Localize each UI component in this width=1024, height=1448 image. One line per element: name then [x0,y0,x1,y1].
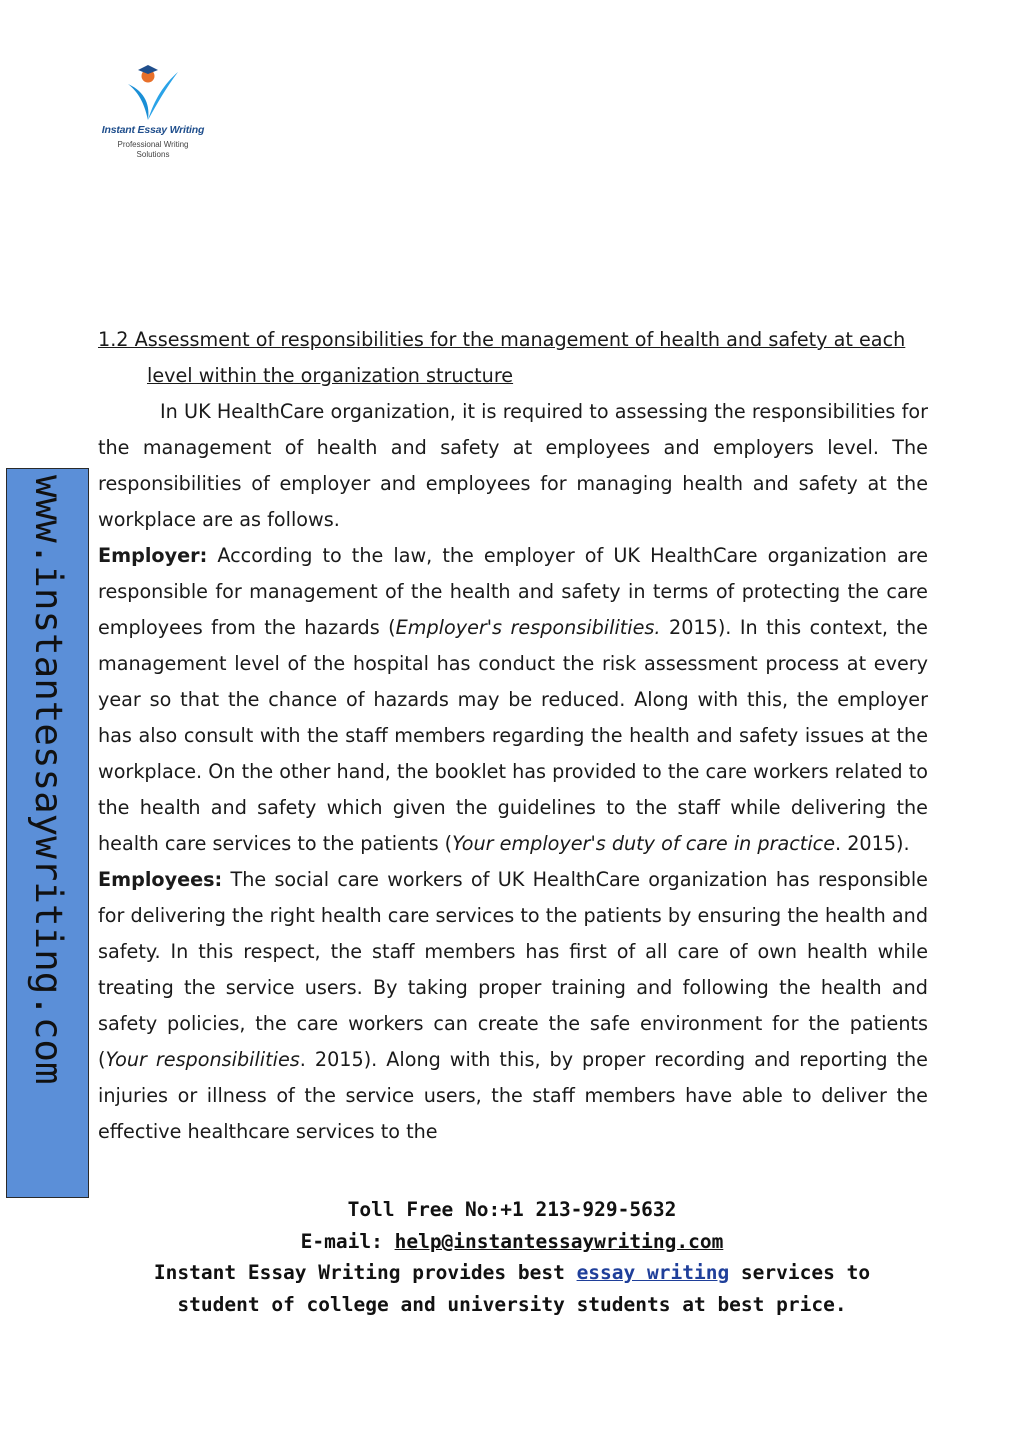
document-body [98,322,928,1150]
employer-citation-1: Employer's responsibilities. [395,616,661,639]
side-website-banner[interactable] [6,468,89,1198]
promo-line-2: student of college and university students at best price. [177,1292,847,1316]
company-logo [98,62,208,172]
employees-citation-1: Your responsibilities [105,1048,300,1071]
contact-footer [0,1194,1024,1320]
employees-text-1: The social care workers of UK HealthCare organization has responsible for delivering the right health care services to the patients by ensuring the health and safety. In this respect, the staff members has first of all care of own health while treating the service users. By taking proper training and following the health and safety policies, the care workers can create the safe environment for the patients ( [98,868,928,1071]
toll-free-number: Toll Free No:+1 213-929-5632 [347,1198,677,1221]
logo-tagline: Professional Writing Solutions [117,140,189,159]
employees-label: Employees: [98,868,223,891]
employees-paragraph [98,862,928,1150]
intro-paragraph: In UK HealthCare organization, it is required to assessing the responsibilities for the management of health and safety at employees and employers level. The responsibilities of employer and employees for managing health and safety at the workplace are as follows. [98,400,928,531]
promo-text-2: services to [729,1261,871,1284]
employer-text-3: . 2015). [835,832,910,855]
email-link[interactable]: help@instantessaywriting.com [394,1229,724,1253]
logo-brand-text: Instant Essay Writing [101,124,205,136]
employer-paragraph [98,538,928,862]
employees-text-2: . 2015). Along with this, by proper recording and reporting the injuries or illness of the service users, the staff members have able to deliver the effective healthcare services to the [98,1048,928,1143]
essay-writing-link[interactable]: essay writing [576,1261,730,1284]
promo-line-1 [0,1257,1024,1289]
employer-citation-2: Your employer's duty of care in practice [452,832,836,855]
email-label: E-mail: [300,1229,395,1253]
logo-figure-icon [124,62,182,124]
employer-text-1: According to the law, the employer of UK HealthCare organization are responsible for management of the health and safety in terms of protecting the care employees from the hazards ( [98,544,928,639]
employer-label: Employer: [98,544,208,567]
section-heading: 1.2 Assessment of responsibilities for the management of health and safety at each level within the organization structure [98,328,906,387]
side-website-text: www.instantessaywriting.com [27,475,71,1085]
promo-text-1: Instant Essay Writing provides best [153,1261,577,1284]
employer-text-2: 2015). In this context, the management level of the hospital has conduct the risk assessment process at every year so that the chance of hazards may be reduced. Along with this, the employer has also consult with the staff members regarding the health and safety issues at the workplace. On the other hand, the booklet has provided to the care workers related to the health and safety which given the guidelines to the staff while delivering the health care services to the patients ( [98,616,928,855]
email-row [0,1226,1024,1258]
